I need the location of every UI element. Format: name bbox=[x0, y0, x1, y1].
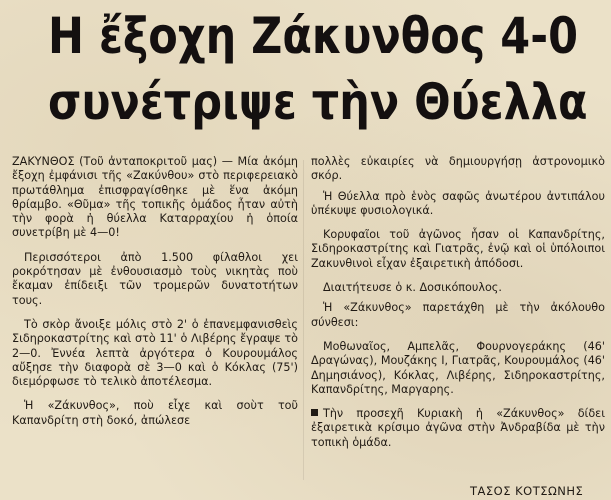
paragraph: Διαιτήτευσε ὁ κ. Δοσικόπουλος. bbox=[323, 281, 502, 295]
paragraph: Ἡ «Ζάκυνθος», ποὺ εἶχε καὶ σοὺτ τοῦ Καπανδρίτη στὴ δοκό, ἀπώλεσε bbox=[12, 399, 298, 427]
paragraph: Ἡ Θύελλα πρὸ ἑνὸς σαφῶς ἀνωτέρου ἀντιπάλου ὑπέκυψε φυσιολογικά. bbox=[311, 189, 605, 217]
paragraph-next-match-text: Τὴν προσεχῆ Κυριακὴ ἡ «Ζάκυνθος» δίδει ἐξαιρετικὰ κρίσιμο ἀγῶνα στὴν Ἀνδραβίδα μὲ τὴν τοπικὴ ὁμάδα. bbox=[311, 407, 605, 449]
paragraph-next-match bbox=[311, 407, 605, 450]
paragraph: Κορυφαῖοι τοῦ ἀγῶνος ἦσαν οἱ Καπανδρίτης, Σιδηροκαστρίτης καὶ Γιατρᾶς, ἐνῷ καὶ οἱ ὑπόλοιποι Ζακυνθινοὶ εἶχαν ἐξαιρετικὴ ἀπόδοσι. bbox=[311, 228, 605, 270]
column-divider bbox=[303, 160, 304, 480]
left-column bbox=[12, 155, 298, 438]
paragraph: Τὸ σκὸρ ἄνοιξε μόλις στὸ 2' ὁ ἐπανεμφανισθεὶς Σιδηροκαστρίτης καὶ στὸ 11' ὁ Λιβέρης ἔγραψε τὸ 2—0. Ἐννέα λεπτὰ ἀργότερα ὁ Κουρουμάλος αὔξησε τὴν διαφορὰ σὲ 3—0 καὶ ὁ Κόκλας (75') διεμόρφωσε τὸ τελικὸ ἀποτέλεσμα. bbox=[12, 317, 298, 389]
headline-line-1: Η ἔξοχη Ζάκυνθος 4-0 bbox=[48, 7, 578, 65]
paragraph: Ἡ «Ζάκυνθος» παρετάχθη μὲ τὴν ἀκόλουθο σύνθεσι: bbox=[311, 301, 605, 329]
square-bullet-icon bbox=[311, 409, 318, 416]
paragraph: Περισσότεροι ἀπὸ 1.500 φίλαθλοι χει ροκρότησαν μὲ ἐνθουσιασμὸ τοὺς νικητὰς ποὺ ἔκαμαν ἐπίδειξι τῶν τρομερῶν δυνατοτήτων τους. bbox=[12, 250, 298, 307]
paragraph-lead: ΖΑΚΥΝΘΟΣ (Τοῦ ἀνταποκριτοῦ μας) — Μία ἀκόμη ἔξοχη ἐμφάνισι τῆς «Ζακύνθου» στὸ περιφερειακὸ πρωτάθλημα ἐπισφραγίσθηκε μὲ ἕνα ἀκόμη θρίαμβο. «Θῦμα» τῆς τοπικῆς ὁμάδος ἦταν αὐτὴ τὴν φορὰ ἡ θύελλα Καταρραχίου ἡ ὁποία συνετρίβη μὲ 4—0! bbox=[12, 155, 298, 240]
headline-line-2: συνέτριψε τὴν Θύελλα bbox=[48, 73, 588, 131]
article-headline bbox=[6, 0, 606, 132]
author-signature: ΤΑΣΟΣ ΚΟΤΣΩΝΗΣ bbox=[470, 484, 584, 498]
paragraph: πολλὲς εὐκαιρίες νὰ δημιουργήσῃ ἀστρονομικὸ σκόρ. bbox=[311, 155, 605, 183]
right-column bbox=[311, 155, 605, 460]
paragraph-lineup: Μοθωναῖος, Αμπελᾶς, Φουρνογεράκης (46' Δραγώνας), Μουζάκης Ι, Γιατρᾶς, Κουρουμάλος (46' Δημησιάνος), Κόκλας, Λιβέρης, Σιδηροκαστρίτης, Καπανδρίτης, Μαργαρης. bbox=[311, 339, 605, 396]
